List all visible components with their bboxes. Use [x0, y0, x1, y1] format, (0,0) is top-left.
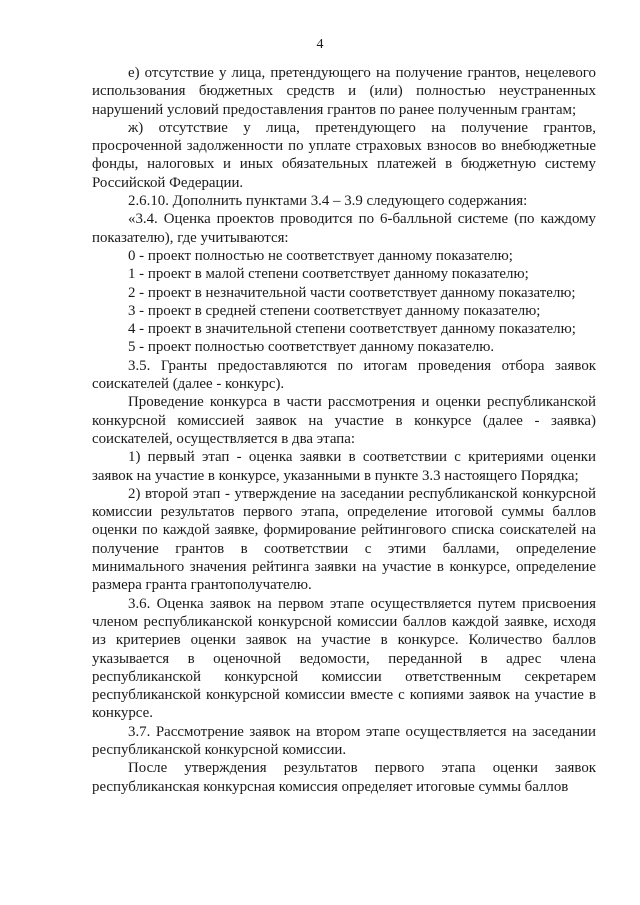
page-number: 4	[316, 37, 324, 52]
stage-1-item: 1) первый этап - оценка заявки в соответствии с критериями оценки заявок на участие в конкурсе, указанными в пункте 3.3 настоящего Порядка;	[92, 449, 596, 484]
paragraph-after-approval: После утверждения результатов первого этапа оценки заявок республиканская конкурсная комиссия определяет итоговые суммы баллов	[92, 760, 596, 795]
score-2-item: 2 - проект в незначительной части соответствует данному показателю;	[128, 284, 576, 301]
paragraph-item-e: е) отсутствие у лица, претендующего на получение грантов, нецелевого использования бюджетных средств и (или) полностью неустраненных нарушений условий предоставления грантов по ранее полученным грантам;	[92, 65, 596, 118]
paragraph-3-7: 3.7. Рассмотрение заявок на втором этапе осуществляется на заседании республиканской конкурсной комиссии.	[92, 723, 596, 758]
paragraph-2-6-10: 2.6.10. Дополнить пунктами 3.4 – 3.9 следующего содержания:	[128, 193, 528, 210]
document-body	[92, 64, 596, 796]
score-3-item: 3 - проект в средней степени соответствует данному показателю;	[128, 302, 541, 319]
paragraph-item-zh: ж) отсутствие у лица, претендующего на получение грантов, просроченной задолженности по уплате страховых взносов во внебюджетные фонды, налоговых и иных обязательных платежей в бюджетную систему Российской Федерации.	[92, 119, 596, 191]
paragraph-3-6: 3.6. Оценка заявок на первом этапе осуществляется путем присвоения членом республиканской конкурсной комиссии баллов каждой заявке, исходя из критериев оценки заявок на участие в конкурсе. Количество баллов указывается в оценочной ведомости, переданной в адрес члена республиканской конкурсной комиссии ответственным секретарем республиканской конкурсной комиссии вместе с копиями заявок на участие в конкурсе.	[92, 595, 596, 722]
score-1-item: 1 - проект в малой степени соответствует данному показателю;	[128, 266, 529, 283]
score-4-item: 4 - проект в значительной степени соответствует данному показателю;	[128, 321, 576, 338]
score-5-item: 5 - проект полностью соответствует данному показателю.	[128, 339, 495, 356]
stage-2-item: 2) второй этап - утверждение на заседании республиканской конкурсной комиссии результатов первого этапа, определение итоговой суммы баллов оценки по каждой заявке, формирование рейтингового списка соискателей на получение грантов в соответствии с этими баллами, определение минимального значения рейтинга заявки на участие в конкурсе, определение размера гранта грантополучателю.	[92, 485, 596, 594]
paragraph-3-4: «3.4. Оценка проектов проводится по 6-балльной системе (по каждому показателю), где учитываются:	[92, 211, 596, 246]
score-0-item: 0 - проект полностью не соответствует данному показателю;	[128, 247, 513, 264]
paragraph-contest-stages: Проведение конкурса в части рассмотрения и оценки республиканской конкурсной комиссией заявок на участие в конкурсе (далее - заявка) соискателей, осуществляется в два этапа:	[92, 394, 596, 447]
paragraph-3-5: 3.5. Гранты предоставляются по итогам проведения отбора заявок соискателей (далее - конкурс).	[92, 357, 596, 393]
